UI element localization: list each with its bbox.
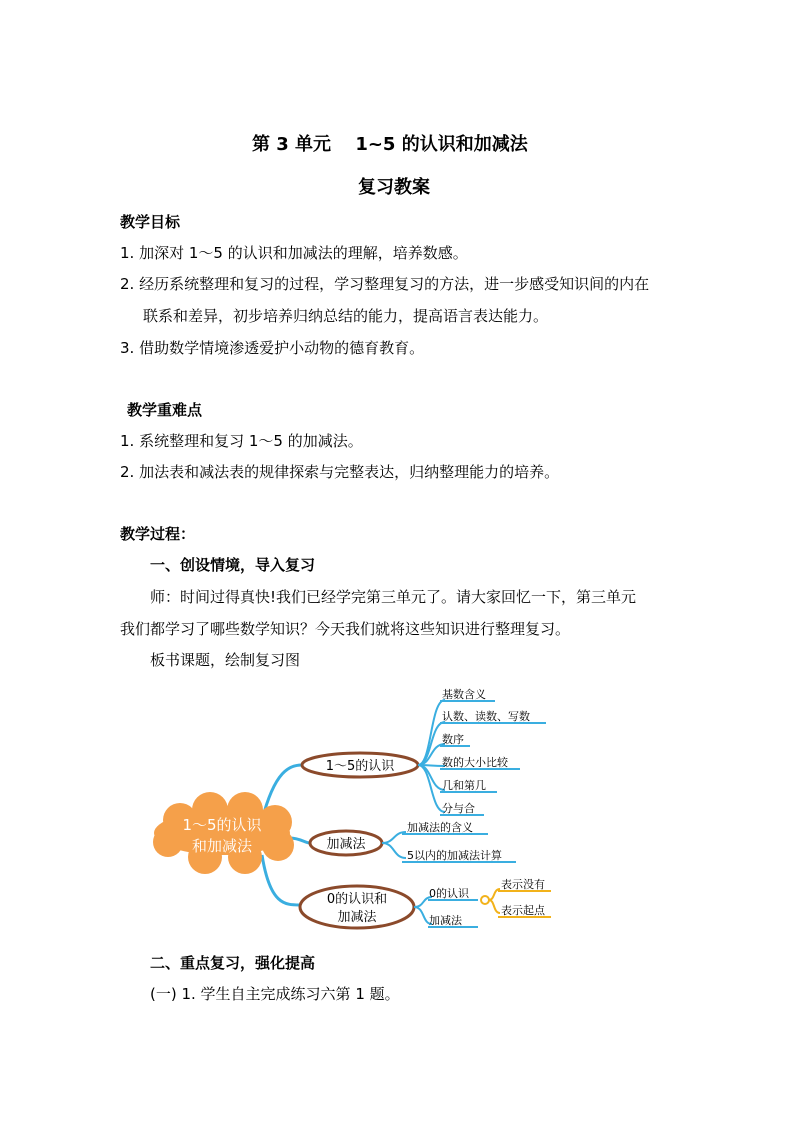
branch-3-sub-1: 表示没有: [501, 878, 545, 891]
page-subtitle: 复习教案: [358, 177, 430, 198]
key-point-item-1: 1. 系统整理和复习 1～5 的加减法。: [120, 432, 363, 450]
branch-3-label-line-2: 加减法: [337, 910, 377, 925]
section-2-heading: 二、重点复习，强化提高: [150, 954, 316, 972]
branch-1-item-5: 几和第几: [442, 779, 486, 792]
branch-2-item-1: 加减法的含义: [407, 821, 473, 834]
branch-3-label-line-1: 0的认识和: [326, 892, 388, 907]
paragraph-1-line-1: 师：时间过得真快!我们已经学完第三单元了。请大家回忆一下，第三单元: [150, 588, 637, 606]
key-point-item-2: 2. 加法表和减法表的规律探索与完整表达，归纳整理能力的培养。: [120, 463, 560, 481]
objective-item-3: 3. 借助数学情境渗透爱护小动物的德育教育。: [120, 339, 425, 357]
paragraph-1-line-2: 我们都学习了哪些数学知识？今天我们就将这些知识进行整理复习。: [120, 620, 571, 638]
objectives-heading: 教学目标: [120, 213, 181, 231]
branch-1-item-3: 数序: [442, 733, 464, 746]
root-cloud: [153, 792, 294, 874]
branch-2-label: 加减法: [326, 837, 366, 852]
branch-1-item-1: 基数含义: [442, 688, 486, 701]
branch-3-item-1: 0的认识: [429, 887, 469, 900]
branch-1-item-4: 数的大小比较: [442, 756, 508, 769]
branch-3-sub-2: 表示起点: [501, 904, 545, 917]
objective-item-1: 1. 加深对 1～5 的认识和加减法的理解，培养数感。: [120, 244, 468, 262]
branch-2-item-2: 5以内的加减法计算: [407, 849, 502, 862]
page-title: 第 3 单元 1~5 的认识和加减法: [252, 134, 528, 155]
objective-item-2: 2. 经历系统整理和复习的过程，学习整理复习的方法，进一步感受知识间的内在: [120, 275, 650, 293]
key-points-heading: 教学重难点: [127, 401, 203, 419]
paragraph-2: 板书课题，绘制复习图: [150, 651, 301, 669]
process-heading: 教学过程：: [120, 525, 196, 543]
root-label-line-1: 1～5的认识: [182, 816, 262, 834]
branch-1-item-6: 分与合: [442, 802, 475, 815]
branch-1-label: 1～5的认识: [325, 759, 395, 774]
section-1-heading: 一、创设情境，导入复习: [150, 556, 316, 574]
branch-1-item-2: 认数、读数、写数: [442, 710, 530, 723]
objective-item-2-cont: 联系和差异，初步培养归纳总结的能力，提高语言表达能力。: [143, 307, 549, 325]
branch-3-item-2: 加减法: [429, 914, 462, 927]
root-label-line-2: 和加减法: [191, 837, 253, 855]
step-1: (一) 1. 学生自主完成练习六第 1 题。: [150, 985, 400, 1003]
